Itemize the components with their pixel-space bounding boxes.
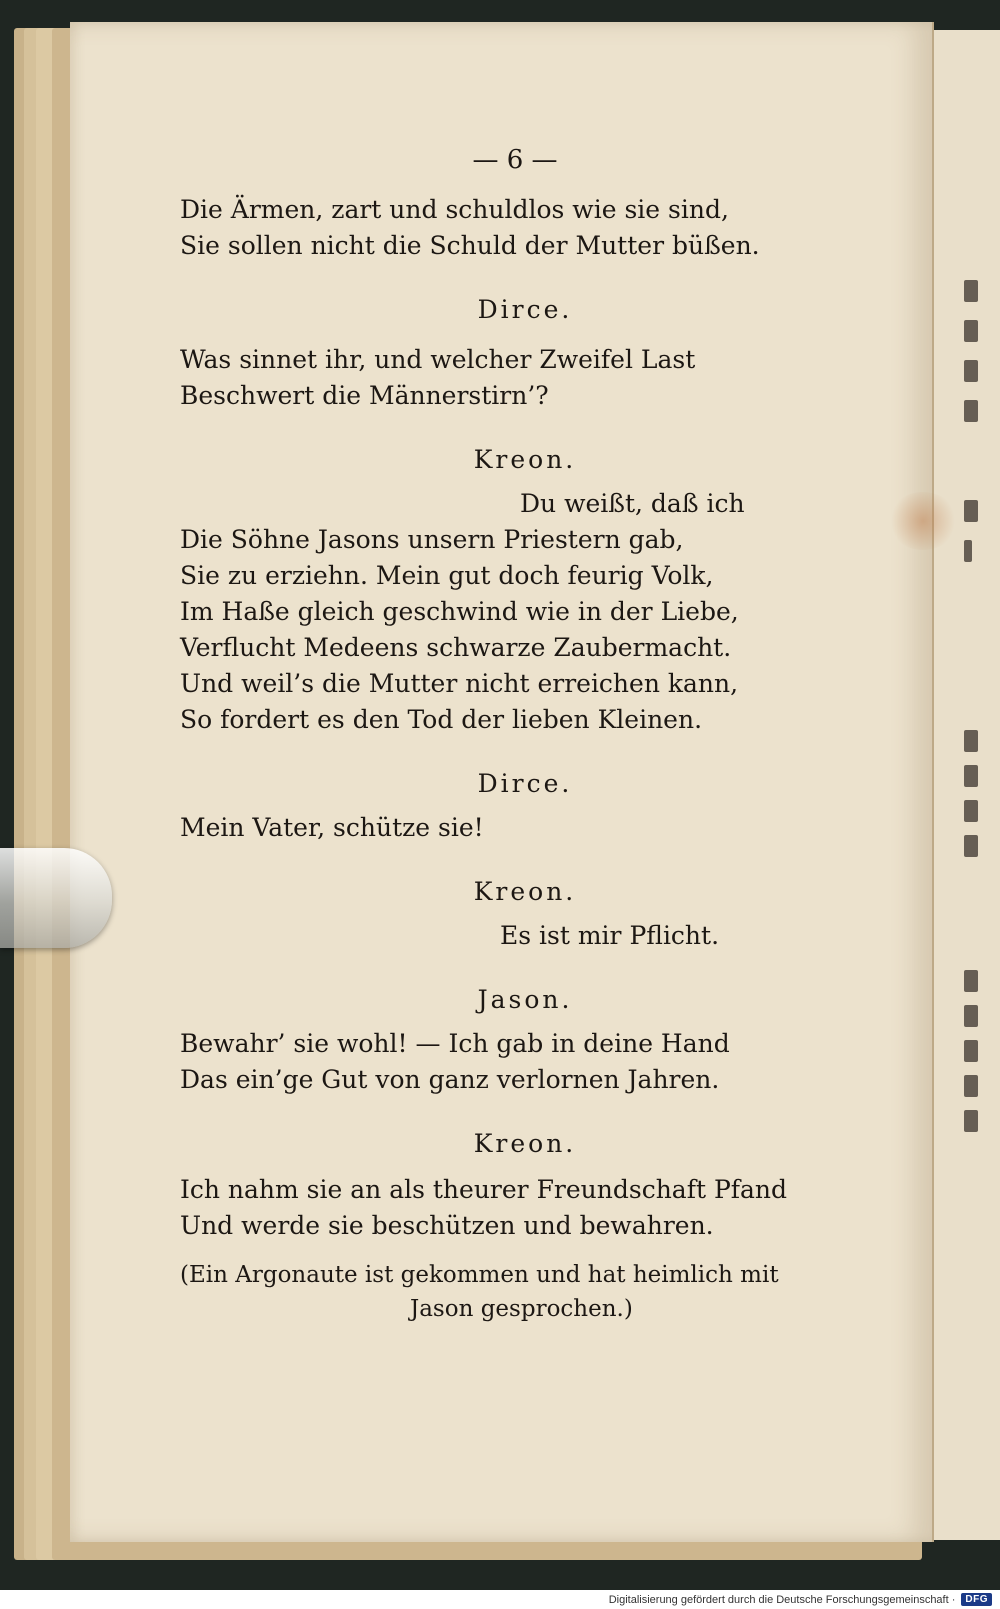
text-fragment xyxy=(964,360,978,382)
text-fragment xyxy=(964,1110,978,1132)
speaker-name: Dirce. xyxy=(477,295,573,324)
text-fragment xyxy=(964,320,978,342)
verse-line: Du weißt, daß ich xyxy=(520,489,745,518)
verse-line: Sie zu erziehn. Mein gut doch feurig Volk, xyxy=(180,561,714,590)
verse-line: Mein Vater, schütze sie! xyxy=(180,813,484,842)
credit-text: Digitalisierung gefördert durch die Deutsche Forschungsgemeinschaft · xyxy=(608,1593,956,1606)
stage-direction: Jason gesprochen.) xyxy=(410,1296,633,1322)
speaker-name: Kreon. xyxy=(473,1129,577,1158)
stage-direction: (Ein Argonaute ist gekommen und hat heimlich mit xyxy=(180,1262,779,1288)
text-fragment xyxy=(964,1040,978,1062)
page-clip xyxy=(0,848,112,948)
verse-line: So fordert es den Tod der lieben Kleinen. xyxy=(180,705,703,734)
text-fragment xyxy=(964,730,978,752)
speaker-name: Kreon. xyxy=(473,877,577,906)
text-fragment xyxy=(964,970,978,992)
text-fragment xyxy=(964,1075,978,1097)
verse-line: Die Söhne Jasons unsern Priestern gab, xyxy=(180,525,684,554)
speaker-name: Dirce. xyxy=(477,769,573,798)
text-fragment xyxy=(964,280,978,302)
verse-line: Es ist mir Pflicht. xyxy=(500,921,720,950)
verse-line: Bewahr’ sie wohl! — Ich gab in deine Hand xyxy=(180,1029,730,1058)
page-number: — 6 — xyxy=(472,145,558,175)
text-fragment xyxy=(964,800,978,822)
speaker-name: Jason. xyxy=(477,985,573,1014)
footer-credit xyxy=(609,1590,992,1609)
verse-line: Was sinnet ihr, und welcher Zweifel Last xyxy=(180,345,696,374)
verse-line: Im Haße gleich geschwind wie in der Liebe, xyxy=(180,597,739,626)
text-fragment xyxy=(964,835,978,857)
text-fragment xyxy=(964,540,972,562)
facing-page-edge xyxy=(930,30,1000,1540)
text-fragment xyxy=(964,765,978,787)
verse-line: Und werde sie beschützen und bewahren. xyxy=(180,1211,714,1240)
verse-line: Das ein’ge Gut von ganz verlornen Jahren. xyxy=(180,1065,720,1094)
text-fragment xyxy=(964,400,978,422)
verse-line: Verflucht Medeens schwarze Zaubermacht. xyxy=(180,633,732,662)
verse-line: Und weil’s die Mutter nicht erreichen kann, xyxy=(180,669,739,698)
speaker-name: Kreon. xyxy=(473,445,577,474)
verse-line: Sie sollen nicht die Schuld der Mutter büßen. xyxy=(180,231,760,260)
dfg-logo-icon: DFG xyxy=(961,1593,992,1606)
text-fragment xyxy=(964,1005,978,1027)
verse-line: Die Ärmen, zart und schuldlos wie sie sind, xyxy=(180,195,729,224)
text-fragment xyxy=(964,500,978,522)
verse-line: Ich nahm sie an als theurer Freundschaft Pfand xyxy=(180,1175,788,1204)
page-text xyxy=(180,140,870,1326)
stain xyxy=(888,492,958,550)
verse-line: Beschwert die Männerstirn’? xyxy=(180,381,549,410)
